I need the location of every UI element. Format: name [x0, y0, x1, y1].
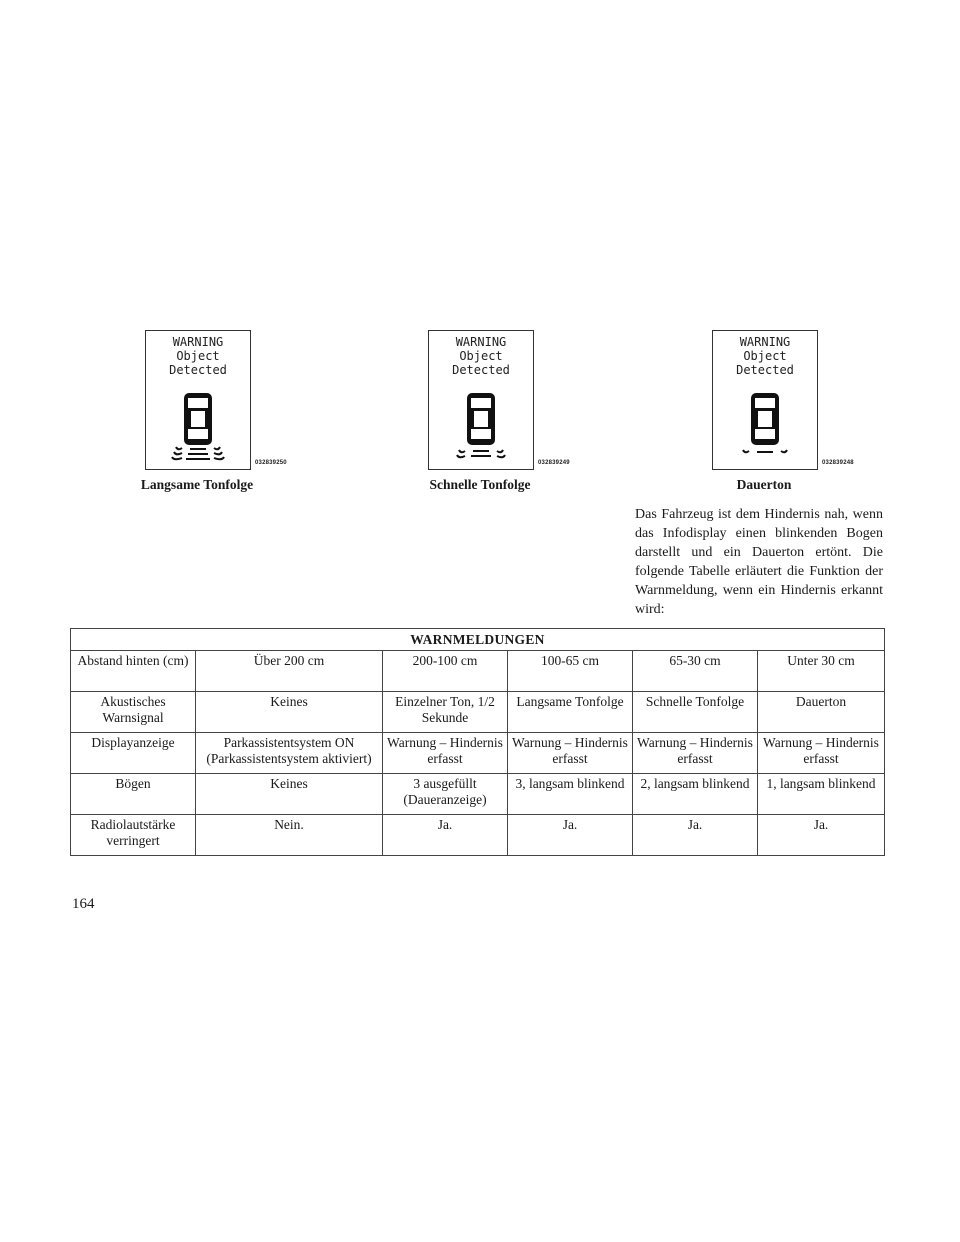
- table-row: [71, 733, 885, 774]
- screen-line-1: WARNING: [172, 335, 224, 349]
- table-cell: Akustisches Warnsignal: [71, 692, 196, 733]
- table-cell: Displayanzeige: [71, 733, 196, 774]
- table-cell: Nein.: [196, 815, 383, 856]
- table-row: [71, 692, 885, 733]
- screen-line-1: WARNING: [455, 335, 507, 349]
- table-cell: 3 ausgefüllt (Daueranzeige): [383, 774, 508, 815]
- screen-line-3: Detected: [169, 363, 227, 377]
- vehicle-top-view-icon: [751, 393, 779, 445]
- table-cell: Einzelner Ton, 1/2 Sekunde: [383, 692, 508, 733]
- figure-code: 032839250: [255, 460, 287, 466]
- screen-line-3: Detected: [736, 363, 794, 377]
- table-row: [71, 815, 885, 856]
- table-cell: 2, langsam blinkend: [633, 774, 758, 815]
- table-cell: Unter 30 cm: [758, 651, 885, 692]
- table-cell: Über 200 cm: [196, 651, 383, 692]
- table-cell: 1, langsam blinkend: [758, 774, 885, 815]
- table-cell: Warnung – Hindernis erfasst: [633, 733, 758, 774]
- figure-code: 032839248: [822, 460, 854, 466]
- table-cell: Warnung – Hindernis erfasst: [383, 733, 508, 774]
- vehicle-top-view-icon: [184, 393, 212, 445]
- table-cell: Abstand hinten (cm): [71, 651, 196, 692]
- screen-line-2: Object: [176, 349, 220, 363]
- table-cell: Ja.: [758, 815, 885, 856]
- warning-display-graphic: [429, 331, 533, 469]
- table-cell: Ja.: [383, 815, 508, 856]
- warning-display-screen: [145, 330, 251, 470]
- screen-line-1: WARNING: [739, 335, 791, 349]
- page-number: 164: [72, 896, 95, 912]
- figure-caption: Langsame Tonfolge: [140, 477, 254, 492]
- table-cell: Langsame Tonfolge: [508, 692, 633, 733]
- parking-arcs-icon: [457, 450, 505, 457]
- warning-display-screen: [428, 330, 534, 470]
- warning-messages-table: [70, 628, 885, 856]
- parking-arcs-icon: [743, 450, 787, 452]
- table-title-row: [71, 629, 885, 651]
- table-cell: Warnung – Hindernis erfasst: [508, 733, 633, 774]
- screen-line-2: Object: [743, 349, 787, 363]
- figure-caption: Schnelle Tonfolge: [429, 477, 531, 492]
- warning-display-screen: [712, 330, 818, 470]
- vehicle-top-view-icon: [467, 393, 495, 445]
- table-cell: 65-30 cm: [633, 651, 758, 692]
- table-cell: Ja.: [508, 815, 633, 856]
- table-cell: Keines: [196, 774, 383, 815]
- table-cell: Dauerton: [758, 692, 885, 733]
- parking-arcs-icon: [172, 447, 224, 459]
- warning-display-graphic: [146, 331, 250, 469]
- body-paragraph: Das Fahrzeug ist dem Hindernis nah, wenn das Infodisplay einen blinkenden Bogen darstellt und ein Dauerton ertönt. Die folgende Tabelle erläutert die Funktion der Warnmeldung, wenn ein Hindernis erkannt wird:: [635, 507, 883, 617]
- table-cell: Keines: [196, 692, 383, 733]
- table-cell: Parkassistentsystem ON (Parkassistentsystem aktiviert): [196, 733, 383, 774]
- table-title: WARNMELDUNGEN: [71, 629, 885, 651]
- figure-code: 032839249: [538, 460, 570, 466]
- warning-display-graphic: [713, 331, 817, 469]
- table-cell: 100-65 cm: [508, 651, 633, 692]
- table-cell: 200-100 cm: [383, 651, 508, 692]
- screen-line-2: Object: [459, 349, 503, 363]
- table-row: [71, 651, 885, 692]
- figure-caption: Dauerton: [736, 477, 792, 492]
- table-cell: 3, langsam blinkend: [508, 774, 633, 815]
- table-cell: Bögen: [71, 774, 196, 815]
- table-cell: Ja.: [633, 815, 758, 856]
- table-cell: Schnelle Tonfolge: [633, 692, 758, 733]
- table-cell: Warnung – Hindernis erfasst: [758, 733, 885, 774]
- table-cell: Radiolautstärke verringert: [71, 815, 196, 856]
- screen-line-3: Detected: [452, 363, 510, 377]
- table-row: [71, 774, 885, 815]
